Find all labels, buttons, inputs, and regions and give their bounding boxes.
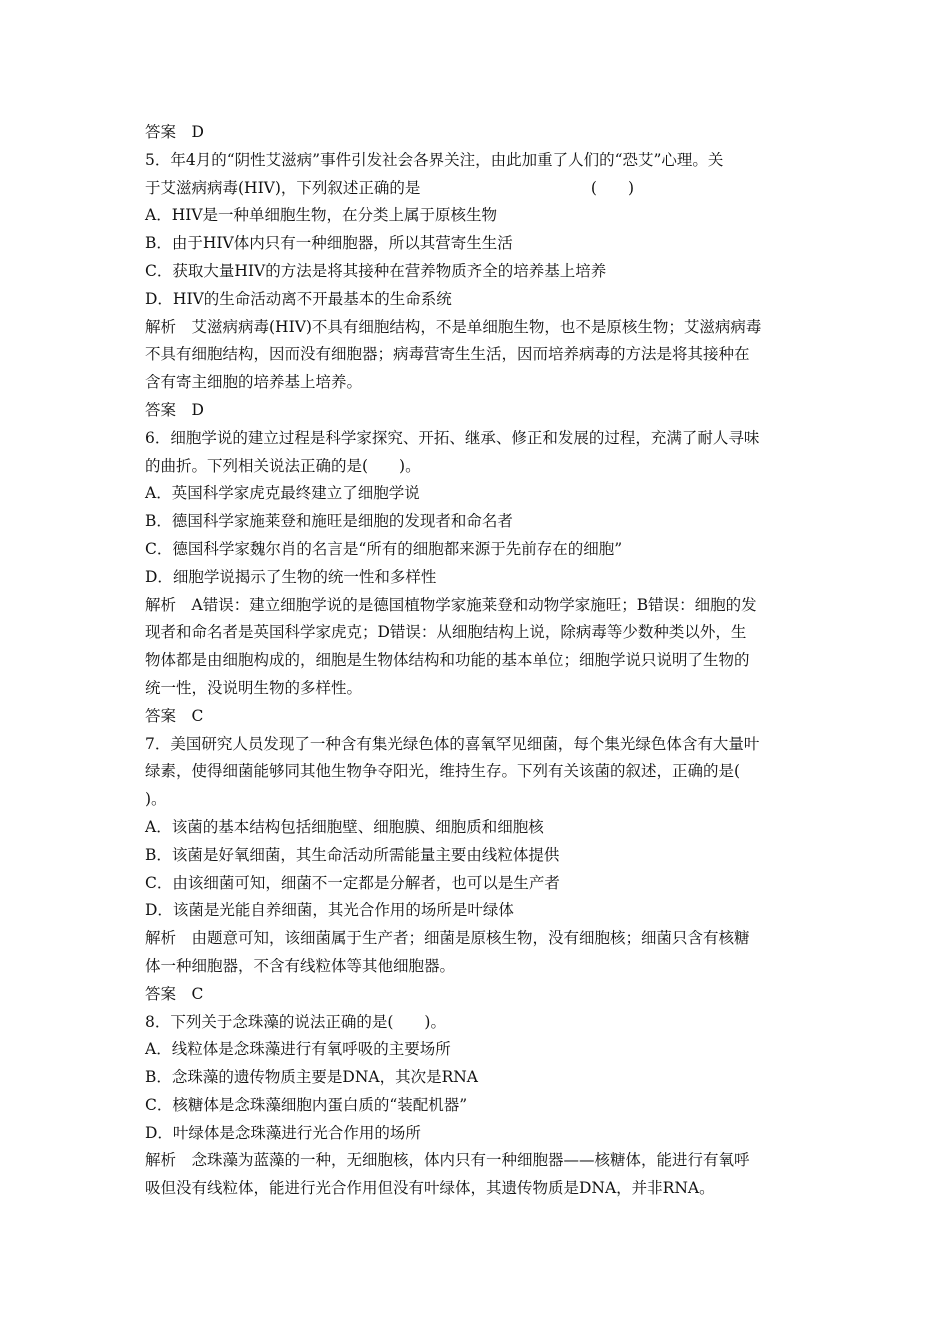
question-6-option-a: A．英国科学家虎克最终建立了细胞学说: [145, 484, 420, 503]
question-7-option-d: D．该菌是光能自养细菌，其光合作用的场所是叶绿体: [145, 901, 514, 920]
question-5-option-c: C．获取大量HIV的方法是将其接种在营养物质齐全的培养基上培养: [145, 261, 607, 280]
question-7-analysis: 体一种细胞器，不含有线粒体等其他细胞器。: [145, 956, 456, 975]
answer-line: 答案 C: [145, 984, 204, 1003]
question-5-analysis: 不具有细胞结构，因而没有细胞器；病毒营寄生生活，因而培养病毒的方法是将其接种在: [145, 345, 750, 364]
answer-line: 答案 D: [145, 400, 204, 419]
question-7-option-b: B．该菌是好氧细菌，其生命活动所需能量主要由线粒体提供: [145, 845, 560, 864]
question-5-stem: 于艾滋病病毒(HIV)，下列叙述正确的是 ( ): [145, 178, 635, 197]
question-6-option-c: C．德国科学家魏尔肖的名言是“所有的细胞都来源于先前存在的细胞”: [145, 539, 623, 558]
question-8-option-b: B．念珠藻的遗传物质主要是DNA，其次是RNA: [145, 1068, 479, 1087]
question-7-option-a: A．该菌的基本结构包括细胞壁、细胞膜、细胞质和细胞核: [145, 817, 544, 836]
question-8-analysis: 吸但没有线粒体，能进行光合作用但没有叶绿体，其遗传物质是DNA，并非RNA。: [145, 1179, 715, 1198]
question-5-option-d: D．HIV的生命活动离不开最基本的生命系统: [145, 289, 452, 308]
question-7-option-c: C．由该细菌可知，细菌不一定都是分解者，也可以是生产者: [145, 873, 560, 892]
question-5-analysis: 含有寄主细胞的培养基上培养。: [145, 373, 363, 392]
question-8-option-d: D．叶绿体是念珠藻进行光合作用的场所: [145, 1123, 421, 1142]
question-7-stem: 绿素，使得细菌能够同其他生物争夺阳光，维持生存。下列有关该菌的叙述，正确的是(: [145, 762, 741, 781]
question-7-stem: )。: [145, 790, 167, 809]
question-6-analysis: 现者和命名者是英国科学家虎克；D错误：从细胞结构上说，除病毒等少数种类以外，生: [145, 623, 747, 642]
question-7-stem: 7．美国研究人员发现了一种含有集光绿色体的喜氧罕见细菌，每个集光绿色体含有大量叶: [145, 734, 760, 753]
question-6-analysis: 物体都是由细胞构成的，细胞是生物体结构和功能的基本单位；细胞学说只说明了生物的: [145, 651, 750, 670]
question-5-option-a: A．HIV是一种单细胞生物，在分类上属于原核生物: [145, 206, 498, 225]
answer-line: 答案 D: [145, 123, 204, 141]
question-8-analysis: 解析 念珠藻为蓝藻的一种，无细胞核，体内只有一种细胞器——核糖体，能进行有氧呼: [145, 1151, 750, 1170]
question-6-stem: 6．细胞学说的建立过程是科学家探究、开拓、继承、修正和发展的过程，充满了耐人寻味: [145, 428, 760, 447]
document-page: [145, 119, 810, 1203]
question-6-analysis: 统一性，没说明生物的多样性。: [145, 678, 363, 697]
question-6-stem: 的曲折。下列相关说法正确的是( )。: [145, 456, 421, 475]
question-8-option-a: A．线粒体是念珠藻进行有氧呼吸的主要场所: [145, 1040, 451, 1059]
answer-line: 答案 C: [145, 706, 204, 725]
question-8-option-c: C．核糖体是念珠藻细胞内蛋白质的“装配机器”: [145, 1095, 468, 1114]
question-6-option-b: B．德国科学家施莱登和施旺是细胞的发现者和命名者: [145, 512, 513, 531]
question-6-analysis: 解析 A错误：建立细胞学说的是德国植物学家施莱登和动物学家施旺；B错误：细胞的发: [145, 595, 757, 614]
question-5-option-b: B．由于HIV体内只有一种细胞器，所以其营寄生生活: [145, 234, 513, 253]
question-5-stem: 5．年4月的“阴性艾滋病”事件引发社会各界关注，由此加重了人们的“恐艾”心理。关: [145, 150, 724, 169]
question-7-analysis: 解析 由题意可知，该细菌属于生产者；细菌是原核生物，没有细胞核；细菌只含有核糖: [145, 929, 750, 948]
question-8-stem: 8．下列关于念珠藻的说法正确的是( )。: [145, 1012, 446, 1031]
question-5-analysis: 解析 艾滋病病毒(HIV)不具有细胞结构，不是单细胞生物，也不是原核生物；艾滋病病毒: [145, 317, 762, 336]
question-6-option-d: D．细胞学说揭示了生物的统一性和多样性: [145, 567, 437, 586]
